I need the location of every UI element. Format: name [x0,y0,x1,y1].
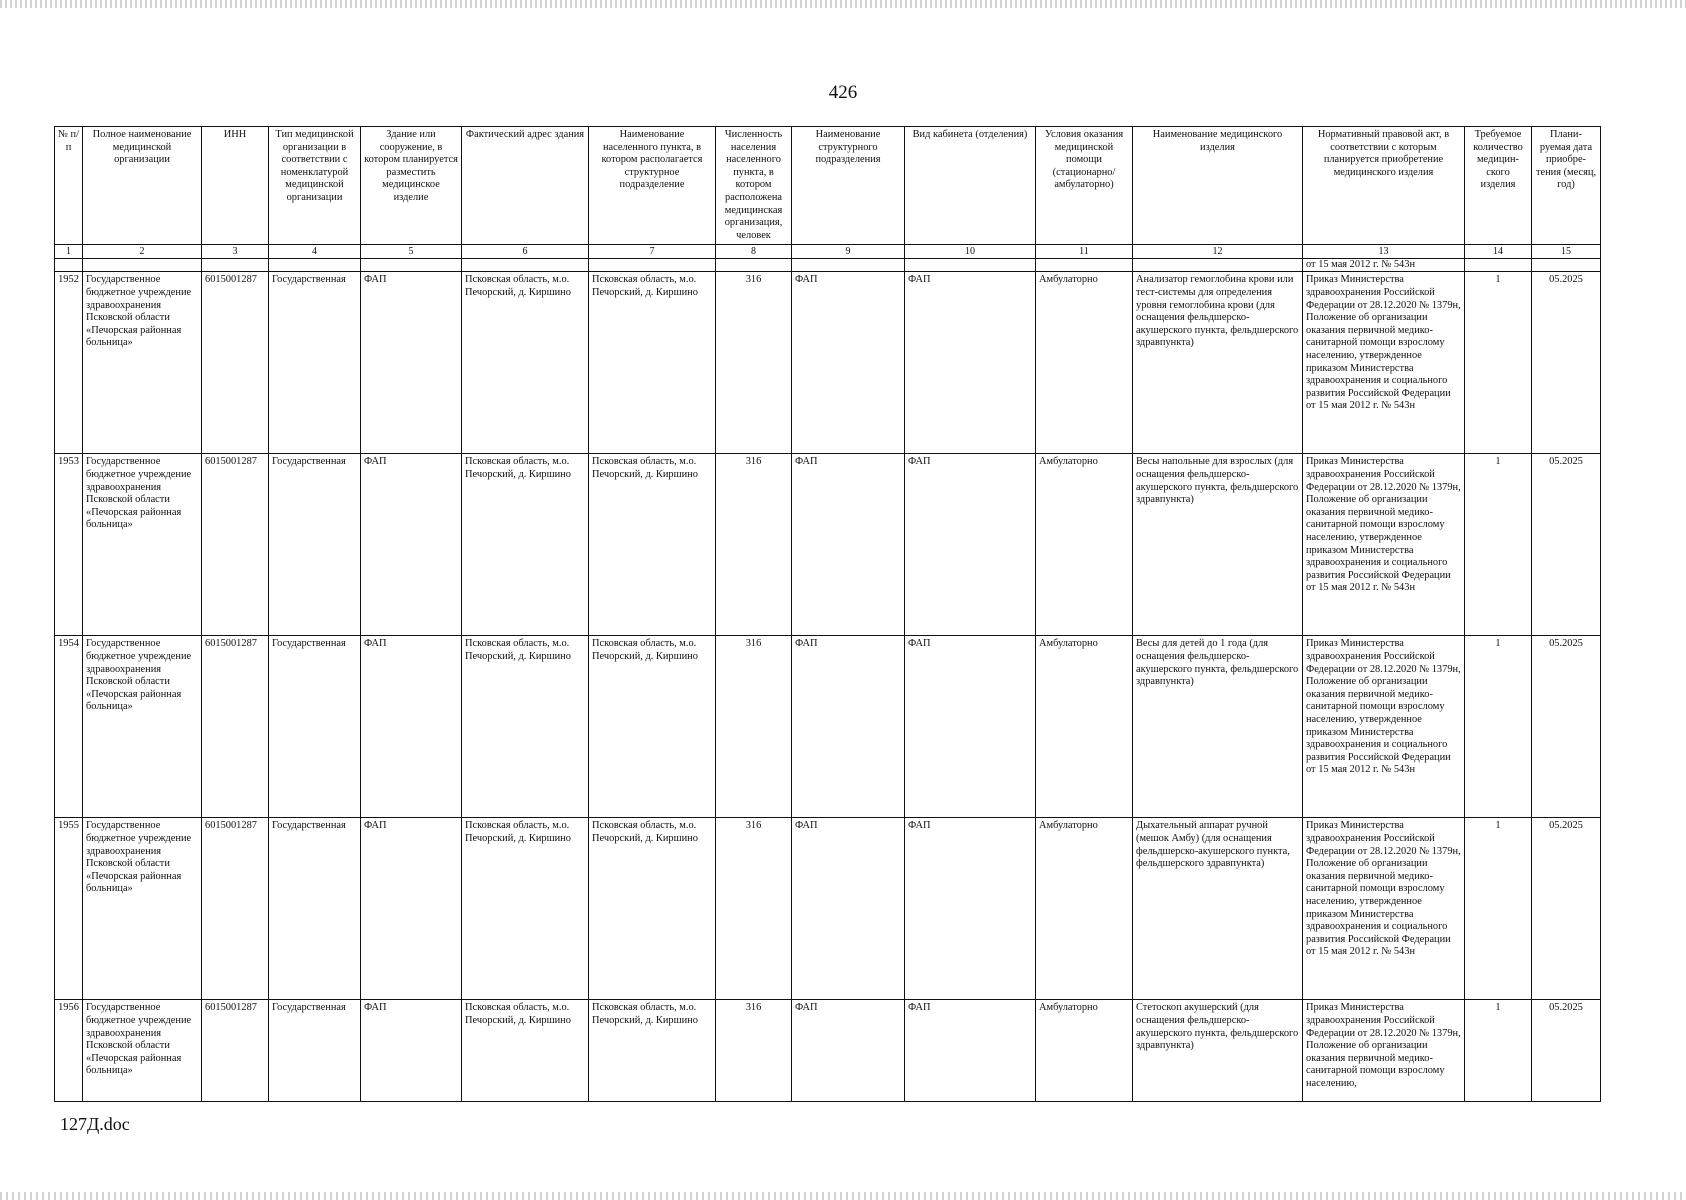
legal-act: Приказ Министерства здравоохранения Российской Федерации от 28.12.2020 № 1379н, Положение об организации оказания первичной медико-санитарной помощи взрослому населению, [1303,1000,1465,1102]
quantity: 1 [1465,818,1532,1000]
cabinet-type: ФАП [905,1000,1036,1102]
column-number: 15 [1532,245,1601,259]
empty-cell [1133,259,1303,272]
population: 316 [716,1000,792,1102]
empty-cell [83,259,202,272]
organization-name: Государственное бюджетное учреждение здравоохранения Псковской области «Печорская районная больница» [83,818,202,1000]
column-number: 10 [905,245,1036,259]
address: Псковская область, м.о. Печорский, д. Киршино [462,1000,589,1102]
column-number: 1 [55,245,83,259]
header-cell: Здание или сооружение, в котором планируется разместить медицинское изделие [361,127,462,245]
table-row [55,636,1601,818]
care-conditions: Амбулаторно [1036,272,1133,454]
building: ФАП [361,272,462,454]
cabinet-type: ФАП [905,272,1036,454]
planned-date: 05.2025 [1532,818,1601,1000]
cabinet-type: ФАП [905,818,1036,1000]
quantity: 1 [1465,1000,1532,1102]
inn: 6015001287 [202,818,269,1000]
document-filename: 127Д.doc [60,1114,130,1134]
care-conditions: Амбулаторно [1036,454,1133,636]
column-number: 14 [1465,245,1532,259]
column-number-row [55,245,1601,259]
empty-cell [905,259,1036,272]
header-cell: № п/п [55,127,83,245]
header-cell: Требуемое количество медицин-ского изделия [1465,127,1532,245]
legal-act: Приказ Министерства здравоохранения Российской Федерации от 28.12.2020 № 1379н, Положение об организации оказания первичной медико-санитарной помощи взрослому населению, утвержденное приказом Министерства здравоохранения и социального развития Российской Федерации от 15 мая 2012 г. № 543н [1303,454,1465,636]
column-number: 3 [202,245,269,259]
row-number: 1953 [55,454,83,636]
address: Псковская область, м.о. Печорский, д. Киршино [462,454,589,636]
empty-cell [462,259,589,272]
locality: Псковская область, м.о. Печорский, д. Киршино [589,818,716,1000]
planned-date: 05.2025 [1532,272,1601,454]
column-number: 7 [589,245,716,259]
table-row [55,454,1601,636]
column-number: 8 [716,245,792,259]
population: 316 [716,636,792,818]
population: 316 [716,272,792,454]
page-number: 426 [828,82,858,103]
organization-name: Государственное бюджетное учреждение здравоохранения Псковской области «Печорская районная больница» [83,454,202,636]
locality: Псковская область, м.о. Печорский, д. Киршино [589,1000,716,1102]
organization-type: Государственная [269,272,361,454]
population: 316 [716,454,792,636]
header-cell: ИНН [202,127,269,245]
medical-device: Стетоскоп акушерский (для оснащения фельдшерско-акушерского пункта, фельдшерского здравпункта) [1133,1000,1303,1102]
column-number: 11 [1036,245,1133,259]
cabinet-type: ФАП [905,454,1036,636]
column-number: 9 [792,245,905,259]
inn: 6015001287 [202,454,269,636]
locality: Псковская область, м.о. Печорский, д. Киршино [589,272,716,454]
address: Псковская область, м.о. Печорский, д. Киршино [462,272,589,454]
organization-name: Государственное бюджетное учреждение здравоохранения Псковской области «Печорская районная больница» [83,1000,202,1102]
quantity: 1 [1465,636,1532,818]
address: Псковская область, м.о. Печорский, д. Киршино [462,818,589,1000]
empty-cell [1532,259,1601,272]
medical-device: Весы напольные для взрослых (для оснащения фельдшерско-акушерского пункта, фельдшерского здравпункта) [1133,454,1303,636]
row-number: 1955 [55,818,83,1000]
medical-device: Весы для детей до 1 года (для оснащения фельдшерско-акушерского пункта, фельдшерского здравпункта) [1133,636,1303,818]
column-number: 13 [1303,245,1465,259]
header-cell: Наименование медицинского изделия [1133,127,1303,245]
care-conditions: Амбулаторно [1036,818,1133,1000]
building: ФАП [361,636,462,818]
organization-name: Государственное бюджетное учреждение здравоохранения Псковской области «Печорская районная больница» [83,636,202,818]
column-number: 12 [1133,245,1303,259]
header-cell: Наименование структурного подразделения [792,127,905,245]
empty-cell [361,259,462,272]
header-row [55,127,1601,245]
empty-cell [589,259,716,272]
header-cell: Наименование населенного пункта, в котором располагается структурное подразделение [589,127,716,245]
population: 316 [716,818,792,1000]
empty-cell [792,259,905,272]
empty-cell [55,259,83,272]
planned-date: 05.2025 [1532,454,1601,636]
scan-edge-top [0,0,1686,8]
inn: 6015001287 [202,636,269,818]
legal-act: Приказ Министерства здравоохранения Российской Федерации от 28.12.2020 № 1379н, Положение об организации оказания первичной медико-санитарной помощи взрослому населению, утвержденное приказом Министерства здравоохранения и социального развития Российской Федерации от 15 мая 2012 г. № 543н [1303,636,1465,818]
legal-act: Приказ Министерства здравоохранения Российской Федерации от 28.12.2020 № 1379н, Положение об организации оказания первичной медико-санитарной помощи взрослому населению, утвержденное приказом Министерства здравоохранения и социального развития Российской Федерации от 15 мая 2012 г. № 543н [1303,272,1465,454]
structural-unit: ФАП [792,272,905,454]
organization-type: Государственная [269,818,361,1000]
header-cell: Фактический адрес здания [462,127,589,245]
column-number: 6 [462,245,589,259]
empty-cell [1036,259,1133,272]
care-conditions: Амбулаторно [1036,636,1133,818]
column-number: 5 [361,245,462,259]
organization-type: Государственная [269,636,361,818]
column-number: 4 [269,245,361,259]
building: ФАП [361,1000,462,1102]
quantity: 1 [1465,272,1532,454]
locality: Псковская область, м.о. Печорский, д. Киршино [589,454,716,636]
header-cell: Тип медицинской организации в соответствии с номенклатурой медицинской организации [269,127,361,245]
structural-unit: ФАП [792,636,905,818]
structural-unit: ФАП [792,454,905,636]
organization-name: Государственное бюджетное учреждение здравоохранения Псковской области «Печорская районная больница» [83,272,202,454]
table-row [55,272,1601,454]
row-number: 1956 [55,1000,83,1102]
empty-cell [716,259,792,272]
carryover-row [55,259,1601,272]
table-row [55,1000,1601,1102]
building: ФАП [361,818,462,1000]
header-cell: Полное наименование медицинской организации [83,127,202,245]
carryover-text: от 15 мая 2012 г. № 543н [1303,259,1465,272]
medical-device: Дыхательный аппарат ручной (мешок Амбу) (для оснащения фельдшерско-акушерского пункта, фельдшерского здравпункта) [1133,818,1303,1000]
legal-act: Приказ Министерства здравоохранения Российской Федерации от 28.12.2020 № 1379н, Положение об организации оказания первичной медико-санитарной помощи взрослому населению, утвержденное приказом Министерства здравоохранения и социального развития Российской Федерации от 15 мая 2012 г. № 543н [1303,818,1465,1000]
locality: Псковская область, м.о. Печорский, д. Киршино [589,636,716,818]
row-number: 1954 [55,636,83,818]
header-cell: Вид кабинета (отделения) [905,127,1036,245]
cabinet-type: ФАП [905,636,1036,818]
empty-cell [202,259,269,272]
empty-cell [269,259,361,272]
organization-type: Государственная [269,454,361,636]
table-row [55,818,1601,1000]
planned-date: 05.2025 [1532,636,1601,818]
header-cell: Условия оказания медицинской помощи (стационарно/ амбулаторно) [1036,127,1133,245]
header-cell: Плани-руемая дата приобре-тения (месяц, год) [1532,127,1601,245]
address: Псковская область, м.о. Печорский, д. Киршино [462,636,589,818]
header-cell: Нормативный правовой акт, в соответствии с которым планируется приобретение медицинского изделия [1303,127,1465,245]
equipment-register-table [54,126,1601,1102]
quantity: 1 [1465,454,1532,636]
row-number: 1952 [55,272,83,454]
scan-edge-bottom [0,1192,1686,1200]
empty-cell [1465,259,1532,272]
inn: 6015001287 [202,272,269,454]
medical-device: Анализатор гемоглобина крови или тест-системы для определения уровня гемоглобина крови (для оснащения фельдшерско-акушерского пункта, фельдшерского здравпункта) [1133,272,1303,454]
structural-unit: ФАП [792,1000,905,1102]
organization-type: Государственная [269,1000,361,1102]
structural-unit: ФАП [792,818,905,1000]
column-number: 2 [83,245,202,259]
inn: 6015001287 [202,1000,269,1102]
header-cell: Численность населения населенного пункта, в котором расположена медицинская организация, человек [716,127,792,245]
care-conditions: Амбулаторно [1036,1000,1133,1102]
building: ФАП [361,454,462,636]
planned-date: 05.2025 [1532,1000,1601,1102]
